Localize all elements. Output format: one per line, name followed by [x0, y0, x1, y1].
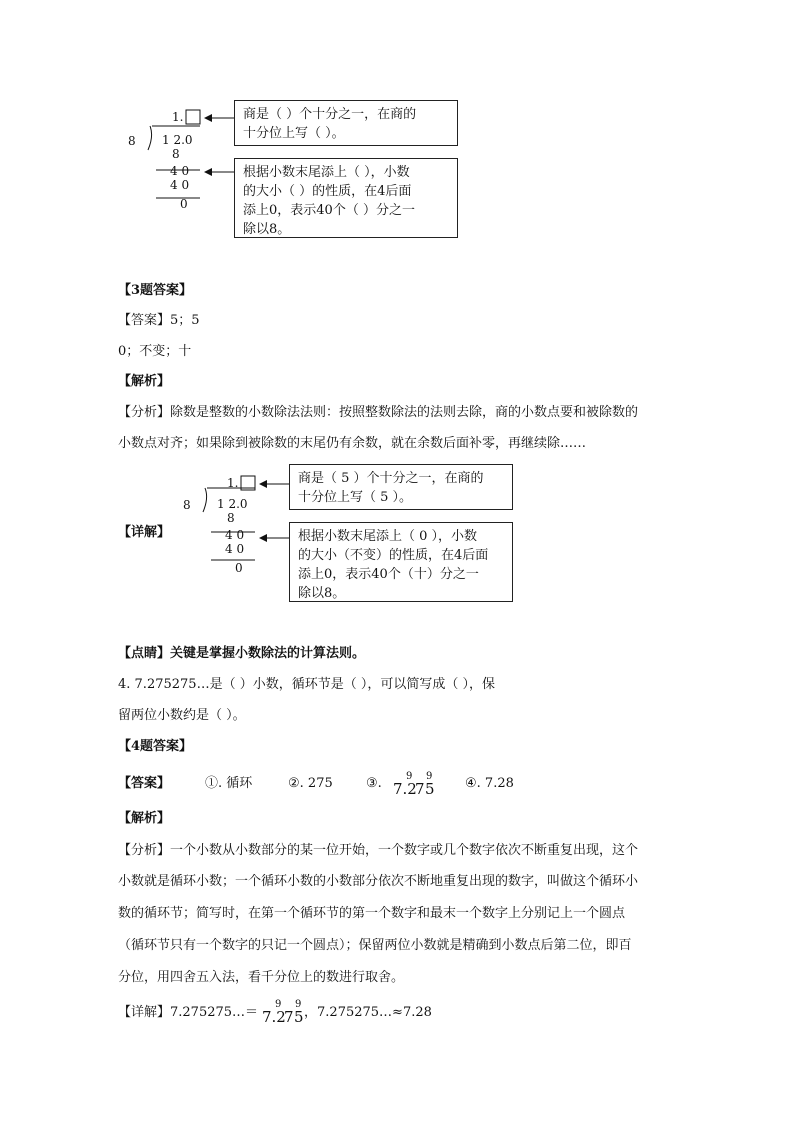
quotient-2: 1.: [227, 476, 239, 490]
q3-point: 【点睛】关键是掌握小数除法的计算法则。: [118, 646, 366, 661]
explain-box-3: 商是（ 5 ）个十分之一，在商的 十分位上写（ 5 ）。: [289, 464, 513, 510]
q4-answer-label: 【答案】: [118, 776, 171, 791]
repeating-mark-1: 9: [406, 771, 413, 782]
q4-analysis-label: 【解析】: [118, 811, 171, 826]
q4-question-p1: 4. 7.275275…是（ ）小数，循环节是（ ），可以简写成（ ），保: [118, 677, 495, 692]
repeating-whole: 7.2: [393, 780, 417, 798]
q4-detail-prefix: 【详解】7.275275…＝: [118, 1005, 259, 1020]
repeating-digit-start: 7: [415, 780, 425, 798]
q4-analysis-p1: 【分析】一个小数从小数部分的某一位开始，一个数字或几个数字依次不断重复出现，这个: [118, 843, 639, 858]
q4-ans3-prefix: ③.: [366, 776, 382, 791]
division-diagram-1: [120, 100, 480, 240]
explain-box-1: 商是（ ）个十分之一，在商的 十分位上写（ ）。: [234, 100, 458, 146]
q4-detail-suffix: ，7.275275…≈7.28: [304, 1005, 432, 1020]
dividend-2: 1 2.0: [217, 497, 248, 511]
q3-answer-line2: 0；不变；十: [118, 344, 192, 359]
repeating-digit-end: 5: [425, 780, 435, 798]
q3-header: 【3题答案】: [118, 283, 193, 298]
repeating-decimal-2: [262, 1000, 312, 1026]
step1-2: 8: [227, 511, 235, 525]
step2-1: 4 0: [170, 164, 190, 178]
q4-analysis-p3: 数的循环节；简写时，在第一个循环节的第一个数字和最末一个数字上分别记上一个圆点: [118, 906, 626, 921]
q4-ans1: ①. 循环: [205, 776, 253, 791]
q4-analysis-p5: 分位，用四舍五入法，看千分位上的数进行取舍。: [118, 970, 405, 985]
q4-analysis-p4: （循环节只有一个数字的只记一个圆点）；保留两位小数就是精确到小数点后第二位，即百: [118, 938, 632, 953]
dividend-1: 1 2.0: [162, 133, 193, 147]
remainder-2: 0: [235, 561, 243, 575]
q4-analysis-p2: 小数就是循环小数；一个循环小数的小数部分依次不断地重复出现的数字，叫做这个循环小: [118, 874, 639, 889]
quotient-1: 1.: [172, 110, 184, 124]
repeating-whole-2: 7.2: [262, 1008, 286, 1026]
q3-analysis-p1: 【分析】除数是整数的小数除法法则：按照整数除法的法则去除，商的小数点要和被除数的: [118, 405, 639, 420]
q4-question-p2: 留两位小数约是（ ）。: [118, 708, 246, 723]
q3-answer-line1: 【答案】5；5: [118, 313, 200, 328]
repeating-digit-start-2: 7: [284, 1008, 294, 1026]
explain-box-4: 根据小数末尾添上（ 0 ），小数 的大小（不变）的性质，在4后面 添上0，表示40个（十）分之一 除以8。: [289, 522, 513, 602]
repeating-mark-2: 9: [426, 771, 433, 782]
step3-2: 4 0: [225, 542, 245, 556]
q4-ans4: ④. 7.28: [465, 776, 514, 791]
step1-1: 8: [172, 147, 180, 161]
q3-detail-label: 【详解】: [118, 525, 171, 540]
division-diagram-2: [175, 462, 535, 602]
repeating-mark-4: 9: [295, 999, 302, 1010]
divisor-1: 8: [128, 134, 136, 148]
divisor-2: 8: [183, 498, 191, 512]
q3-analysis-p2: 小数点对齐；如果除到被除数的末尾仍有余数，就在余数后面补零，再继续除……: [118, 436, 587, 451]
explain-box-2: 根据小数末尾添上（ ），小数 的大小（ ）的性质，在4后面 添上0，表示40个（ ）分之一 除以8。: [234, 158, 458, 238]
q4-header: 【4题答案】: [118, 739, 193, 754]
q4-ans2: ②. 275: [288, 776, 333, 791]
repeating-decimal-1: [393, 772, 443, 798]
repeating-digit-end-2: 5: [294, 1008, 304, 1026]
step3-1: 4 0: [170, 178, 190, 192]
repeating-mark-3: 9: [275, 999, 282, 1010]
step2-2: 4 0: [225, 528, 245, 542]
q3-analysis-label: 【解析】: [118, 374, 171, 389]
remainder-1: 0: [180, 197, 188, 211]
